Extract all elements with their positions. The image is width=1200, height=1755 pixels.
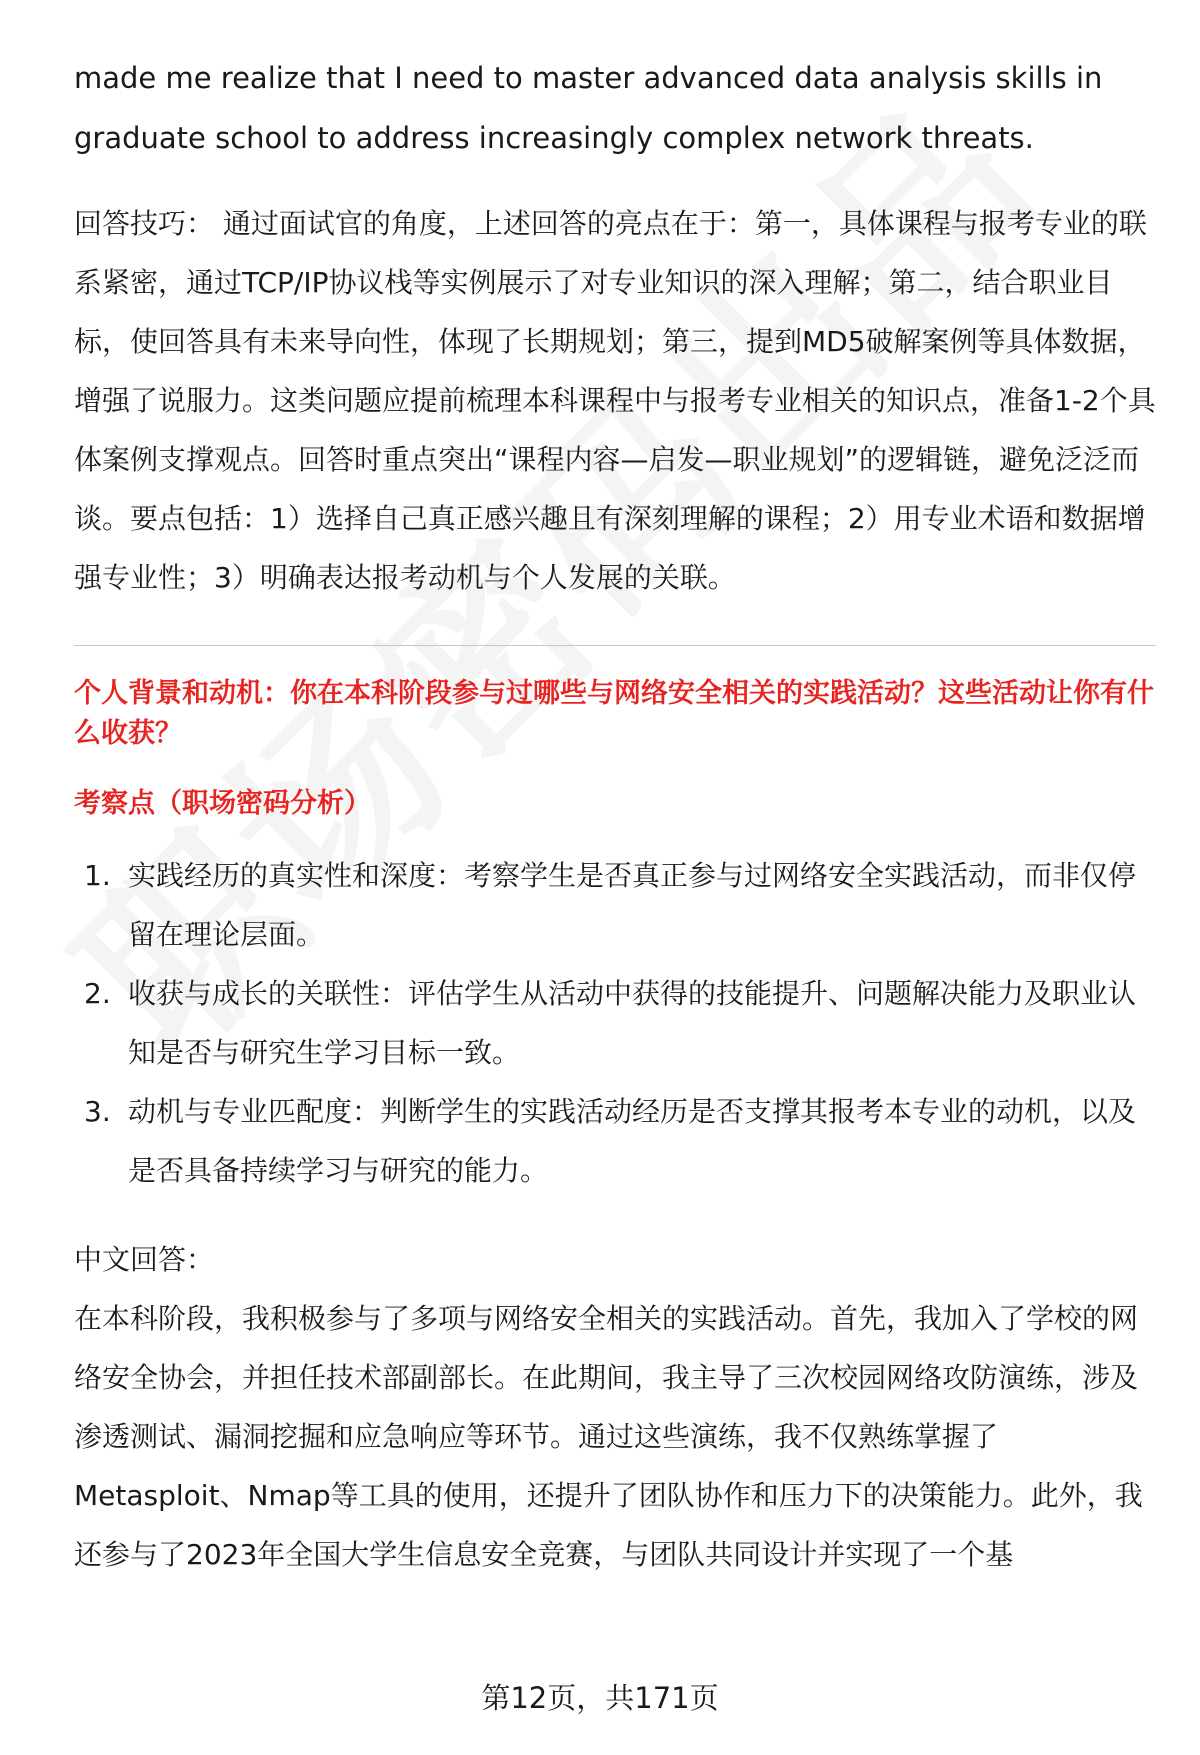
section-divider <box>74 645 1156 646</box>
assessment-points-heading: 考察点（职场密码分析） <box>74 788 371 819</box>
question-heading: 个人背景和动机：你在本科阶段参与过哪些与网络安全相关的实践活动？这些活动让你有什么收获？ <box>74 678 1154 749</box>
list-item <box>74 1082 1156 1200</box>
list-item-text: 动机与专业匹配度：判断学生的实践活动经历是否支撑其报考本专业的动机，以及是否具备持续学习与研究的能力。 <box>128 1095 1137 1187</box>
list-item <box>74 964 1156 1082</box>
list-item-number: 1. <box>84 859 111 892</box>
english-text-line: made me realize that I need to master advanced data analysis skills in <box>74 61 1103 95</box>
page-number-footer: 第12页，共171页 <box>481 1681 719 1715</box>
assessment-points-list <box>74 846 1156 1200</box>
list-item <box>74 846 1156 964</box>
list-item-text: 实践经历的真实性和深度：考察学生是否真正参与过网络安全实践活动，而非仅停留在理论层面。 <box>128 859 1137 951</box>
chinese-answer-paragraph: 在本科阶段，我积极参与了多项与网络安全相关的实践活动。首先，我加入了学校的网络安全协会，并担任技术部副部长。在此期间，我主导了三次校园网络攻防演练，涉及渗透测试、漏洞挖掘和应急响应等环节。通过这些演练，我不仅熟练掌握了Metasploit、Nmap等工具的使用，还提升了团队协作和压力下的决策能力。此外，我还参与了2023年全国大学生信息安全竞赛，与团队共同设计并实现了一个基 <box>74 1302 1143 1571</box>
list-item-text: 收获与成长的关联性：评估学生从活动中获得的技能提升、问题解决能力及职业认知是否与研究生学习目标一致。 <box>128 977 1137 1069</box>
document-page <box>74 48 1156 1584</box>
chinese-answer-label: 中文回答： <box>74 1243 215 1276</box>
list-item-number: 2. <box>84 977 111 1010</box>
list-item-number: 3. <box>84 1095 111 1128</box>
english-text-line: graduate school to address increasingly complex network threats. <box>74 121 1034 155</box>
answer-tips-paragraph: 回答技巧： 通过面试官的角度，上述回答的亮点在于：第一，具体课程与报考专业的联系紧密，通过TCP/IP协议栈等实例展示了对专业知识的深入理解；第二，结合职业目标，使回答具有未来导向性，体现了长期规划；第三，提到MD5破解案例等具体数据，增强了说服力。这类问题应提前梳理本科课程中与报考专业相关的知识点，准备1-2个具体案例支撑观点。回答时重点突出“课程内容—启发—职业规划”的逻辑链，避免泛泛而谈。要点包括：1）选择自己真正感兴趣且有深刻理解的课程；2）用专业术语和数据增强专业性；3）明确表达报考动机与个人发展的关联。 <box>74 207 1156 594</box>
